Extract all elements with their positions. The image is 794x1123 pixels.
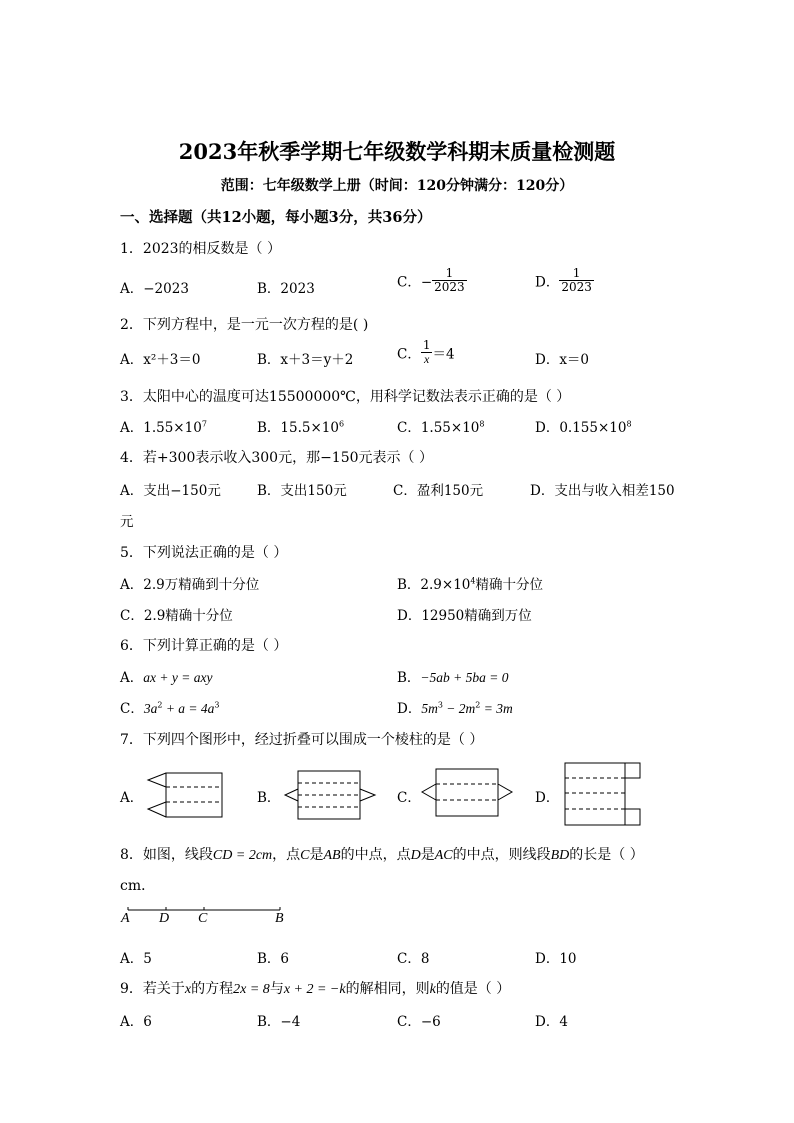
question-9-option-b: B．−4: [257, 1014, 301, 1030]
question-6-option-d: D．$5m^3 - 2m^2 = 3m$: [397, 700, 513, 717]
question-8-option-d: D．10: [535, 951, 577, 967]
point-label-d: D: [159, 911, 170, 926]
question-5-option-c: C．2.9精确十分位: [120, 608, 233, 624]
question-3-option-a: A．$1.55\times 10^7$: [120, 419, 207, 436]
question-9-option-a: A．6: [120, 1014, 152, 1030]
question-1-option-d: D． $\frac{1}{2023}$: [535, 266, 592, 294]
question-8-stem: 8．如图，线段CD = 2cm，点C是AB的中点，点D是AC的中点，则线段BD的长是（ ）: [120, 847, 644, 863]
question-8-option-c: C．8: [397, 951, 430, 967]
exam-scope: 范围：七年级数学上册（时间：120分钟满分：120分）: [220, 178, 574, 194]
question-4-option-c: C．盈利150元: [393, 483, 484, 499]
question-1-stem: 1．2023的相反数是（ ）: [120, 241, 281, 257]
point-label-a: A: [121, 911, 130, 926]
question-3-option-c: C．$1.55\times 10^8$: [397, 419, 485, 436]
question-6-option-a: A．ax + y = axy: [120, 670, 213, 686]
question-5-option-d: D．12950精确到万位: [397, 608, 532, 624]
question-5-stem: 5．下列说法正确的是（ ）: [120, 545, 288, 561]
question-3-option-b: B．$15.5\times 10^6$: [257, 419, 345, 436]
question-7-option-d: D．: [535, 790, 560, 806]
question-2-stem: 2．下列方程中，是一元一次方程的是( ): [120, 317, 369, 333]
question-5-option-b: B．$2.9\times 10^4$精确十分位: [397, 576, 543, 593]
question-8-option-b: B．6: [257, 951, 290, 967]
question-2-option-c: C． $\frac{1}{x}$ ＝4: [397, 338, 455, 366]
question-6-option-b: B．−5ab + 5ba = 0: [397, 670, 509, 686]
question-4-option-d: D．支出与收入相差150: [530, 483, 675, 499]
point-label-c: C: [198, 911, 208, 926]
question-5-option-a: A．2.9万精确到十分位: [120, 577, 260, 593]
question-1-option-a: A．−2023: [120, 281, 189, 297]
question-2-option-b: B．x＋3＝y＋2: [257, 352, 354, 368]
question-1-option-c: C．− $\frac{1}{2023}$: [397, 266, 465, 294]
question-8-option-a: A．5: [120, 951, 152, 967]
question-1-option-b: B．2023: [257, 281, 315, 297]
question-9-option-d: D．4: [535, 1014, 568, 1030]
section-heading-choice: 一、选择题（共12小题，每小题3分，共36分）: [120, 209, 432, 226]
question-4-option-a: A．支出−150元: [120, 483, 221, 499]
question-3-option-d: D．$0.155\times 10^8$: [535, 419, 632, 436]
question-6-option-c: C．$3a^2 + a = 4a^3$: [120, 700, 220, 717]
page-title: 2023年秋季学期七年级数学科期末质量检测题: [178, 139, 616, 164]
question-7-option-b: B．: [257, 790, 281, 806]
point-label-b: B: [275, 911, 284, 926]
question-2-option-d: D．x＝0: [535, 352, 590, 368]
question-2-option-a: A．x²＋3＝0: [120, 352, 201, 368]
question-3-stem: 3．太阳中心的温度可达15500000℃，用科学记数法表示正确的是（ ）: [120, 389, 571, 405]
question-9-option-c: C．−6: [397, 1014, 441, 1030]
question-9-stem: 9．若关于x的方程2x = 8与x + 2 = −k的解相同，则k的值是（ ）: [120, 981, 511, 997]
question-4-option-b: B．支出150元: [257, 483, 347, 499]
question-7-stem: 7．下列四个图形中，经过折叠可以围成一个棱柱的是（ ）: [120, 732, 484, 748]
question-7-option-c: C．: [397, 790, 421, 806]
question-4-stem: 4．若+300表示收入300元，那−150元表示（ ）: [120, 450, 433, 466]
question-6-stem: 6．下列计算正确的是（ ）: [120, 638, 288, 654]
question-4-option-d-wrap: 元: [120, 514, 134, 530]
question-7-option-a: A．: [120, 790, 144, 806]
question-8-stem-wrap: cm．: [120, 878, 156, 894]
